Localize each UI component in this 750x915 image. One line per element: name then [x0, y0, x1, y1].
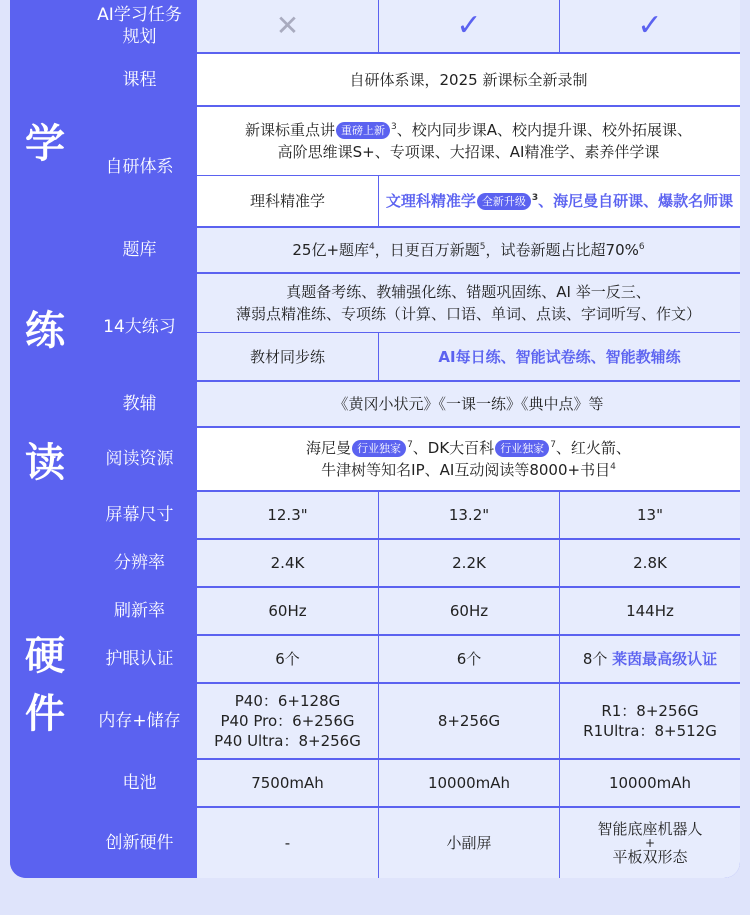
- footnote-sup: 6: [638, 242, 645, 252]
- practice14-value: [197, 274, 740, 332]
- practice-sub-right-text: AI每日练、智能试卷练、智能教辅练: [438, 347, 681, 366]
- practice14-line1: 真题备考练、教辅强化练、错题巩固练、AI 举一反三、: [286, 283, 651, 301]
- row-label-eye: [82, 636, 197, 682]
- eye-v3: [560, 636, 740, 682]
- section-hardware: [10, 492, 80, 878]
- check-icon: ✓: [637, 8, 663, 43]
- question-bank-value: [197, 228, 740, 272]
- section-hardware-label: [24, 627, 66, 743]
- footnote-sup: 3: [391, 122, 397, 132]
- upgrade-badge: 全新升级: [477, 193, 531, 210]
- resolution-v3-text: 2.8K: [633, 554, 667, 572]
- battery-v2-text: 10000mAh: [427, 774, 511, 792]
- footnote-sup: 4: [610, 462, 616, 472]
- refresh-v2: [379, 588, 559, 634]
- innovation-v1-text: -: [284, 834, 291, 852]
- sub-right-a: 文理科精准学: [385, 192, 476, 210]
- innovation-v1: [197, 808, 378, 878]
- exclusive-badge: 行业独家: [352, 440, 406, 457]
- reading-c: 、红火箭、: [555, 439, 631, 457]
- eye-v2-text: 6个: [456, 650, 482, 668]
- screen-v3-text: 13": [637, 506, 663, 524]
- memory-v3-line2: R1Ultra：8+512G: [583, 722, 717, 740]
- eye-v1-text: 6个: [275, 650, 300, 668]
- section-read: [10, 428, 80, 490]
- resolution-label: 分辨率: [114, 553, 165, 573]
- tutoring-value: [197, 382, 740, 426]
- header-col3: [560, 0, 740, 52]
- self-system-line1-b: 、校内同步课A、校内提升课、校外拓展课、: [396, 121, 692, 139]
- footnote-sup: 4: [369, 242, 375, 252]
- row-label-innovation: [82, 808, 197, 878]
- self-system-line1-a: 新课标重点讲: [244, 121, 335, 139]
- header-title-text: AI学习任务规划: [97, 5, 182, 47]
- screen-label: 屏幕尺寸: [105, 505, 174, 525]
- section-practice-label: 练: [25, 307, 65, 354]
- row-label-question-bank: [82, 228, 197, 272]
- memory-v1-line1: P40：6+128G: [234, 692, 341, 710]
- innovation-v2-text: 小副屏: [446, 834, 492, 852]
- row-label-practice14: [82, 274, 197, 380]
- new-badge: 重磅上新: [336, 122, 390, 139]
- tutoring-label: 教辅: [122, 394, 157, 414]
- row-label-battery: [82, 760, 197, 806]
- self-system-line1: [245, 119, 692, 141]
- battery-label: 电池: [122, 773, 157, 793]
- resolution-v1-text: 2.4K: [270, 554, 305, 572]
- eye-v3-cert: 莱茵最高级认证: [612, 650, 718, 668]
- row-label-refresh: [82, 588, 197, 634]
- reading-line2-text: 牛津树等知名IP、AI互动阅读等8000+书目: [321, 461, 611, 479]
- eye-v1: [197, 636, 378, 682]
- exclusive-badge: 行业独家: [495, 440, 549, 457]
- row-label-self-system: [82, 107, 197, 226]
- innovation-v3-line1: 智能底座机器人: [597, 820, 703, 838]
- innovation-v3-plus: +: [644, 836, 656, 850]
- innovation-v3-line2: 平板双形态: [612, 848, 688, 866]
- header-col2: [379, 0, 559, 52]
- reading-b: 、DK大百科: [412, 439, 495, 457]
- check-icon: ✓: [456, 8, 482, 43]
- question-bank-label: 题库: [122, 240, 157, 260]
- sub-left-text: 理科精准学: [249, 192, 325, 210]
- section-learn: [10, 54, 80, 226]
- screen-v2: [379, 492, 559, 538]
- header-title: [82, 0, 197, 52]
- header-col1: [197, 0, 378, 52]
- battery-v3-text: 10000mAh: [608, 774, 692, 792]
- course-text: 自研体系课，2025 新课标全新录制: [349, 70, 588, 89]
- section-read-label: 读: [25, 439, 65, 486]
- sub-right-b: 、海尼曼自研课、爆款名师课: [538, 192, 734, 210]
- screen-v3: [560, 492, 740, 538]
- practice14-line2: 薄弱点精准练、专项练（计算、口语、单词、点读、字词听写、作文）: [235, 305, 701, 323]
- memory-label: 内存+储存: [98, 711, 181, 731]
- footnote-sup: 7: [550, 440, 556, 450]
- course-value: [197, 54, 740, 105]
- reading-label: 阅读资源: [105, 449, 174, 469]
- reading-a: 海尼曼: [306, 439, 352, 457]
- self-system-line2: 高阶思维课S+、专项课、大招课、AI精准学、素养伴学课: [277, 143, 660, 161]
- innovation-label: 创新硬件: [105, 833, 174, 853]
- row-label-course: [82, 54, 197, 105]
- footnote-sup: 5: [479, 242, 486, 252]
- practice-sub-left-text: 教材同步练: [249, 347, 325, 366]
- row-label-tutoring: [82, 382, 197, 426]
- memory-v2: [379, 684, 559, 758]
- row-label-resolution: [82, 540, 197, 586]
- cross-icon: ✕: [275, 9, 300, 42]
- self-system-sub-right: [379, 176, 740, 226]
- refresh-v1: [197, 588, 378, 634]
- eye-v2: [379, 636, 559, 682]
- battery-v3: [560, 760, 740, 806]
- practice14-sub-left: [197, 333, 378, 380]
- row-label-memory: [82, 684, 197, 758]
- memory-v1-line2: P40 Pro：6+256G: [220, 712, 355, 730]
- innovation-v2: [379, 808, 559, 878]
- section-practice: [10, 228, 80, 426]
- refresh-v1-text: 60Hz: [268, 602, 307, 620]
- screen-v1: [197, 492, 378, 538]
- refresh-v3-text: 144Hz: [626, 602, 674, 620]
- resolution-v2: [379, 540, 559, 586]
- qb-b: ，日更百万新题: [374, 241, 480, 259]
- eye-label: 护眼认证: [105, 649, 174, 669]
- resolution-v1: [197, 540, 378, 586]
- self-system-sub-left: [197, 176, 378, 226]
- reading-line1: [306, 437, 631, 459]
- memory-v1-line3: P40 Ultra：8+256G: [214, 732, 361, 750]
- reading-value: [197, 428, 740, 490]
- reading-line2: [321, 459, 616, 481]
- refresh-label: 刷新率: [114, 601, 165, 621]
- eye-v3-count: 8个: [582, 650, 608, 668]
- refresh-v3: [560, 588, 740, 634]
- row-label-screen: [82, 492, 197, 538]
- hardware-text: 硬件: [25, 633, 65, 737]
- resolution-v3: [560, 540, 740, 586]
- memory-v3-line1: R1：8+256G: [601, 702, 699, 720]
- comparison-table: [10, 0, 740, 878]
- footnote-sup: 3: [531, 193, 539, 203]
- section-learn-label: 学: [25, 120, 65, 167]
- practice14-label: 14大练习: [103, 317, 176, 337]
- innovation-v3: [560, 808, 740, 878]
- tutoring-text: 《黄冈小状元》《一课一练》《典中点》等: [333, 395, 604, 413]
- course-label: 课程: [122, 69, 157, 90]
- memory-v2-text: 8+256G: [437, 712, 501, 730]
- battery-v1: [197, 760, 378, 806]
- memory-v1: [197, 684, 378, 758]
- memory-v3: [560, 684, 740, 758]
- screen-v1-text: 12.3": [267, 506, 308, 524]
- battery-v1-text: 7500mAh: [251, 774, 324, 792]
- screen-v2-text: 13.2": [448, 506, 490, 524]
- qb-a: 25亿+题库: [292, 241, 370, 259]
- qb-c: ，试卷新题占比超70%: [485, 241, 639, 259]
- resolution-v2-text: 2.2K: [452, 554, 486, 572]
- footnote-sup: 7: [407, 440, 413, 450]
- refresh-v2-text: 60Hz: [449, 602, 489, 620]
- row-label-reading: [82, 428, 197, 490]
- battery-v2: [379, 760, 559, 806]
- practice14-sub-right: [379, 333, 740, 380]
- self-system-label: 自研体系: [105, 156, 174, 177]
- self-system-value: [197, 107, 740, 175]
